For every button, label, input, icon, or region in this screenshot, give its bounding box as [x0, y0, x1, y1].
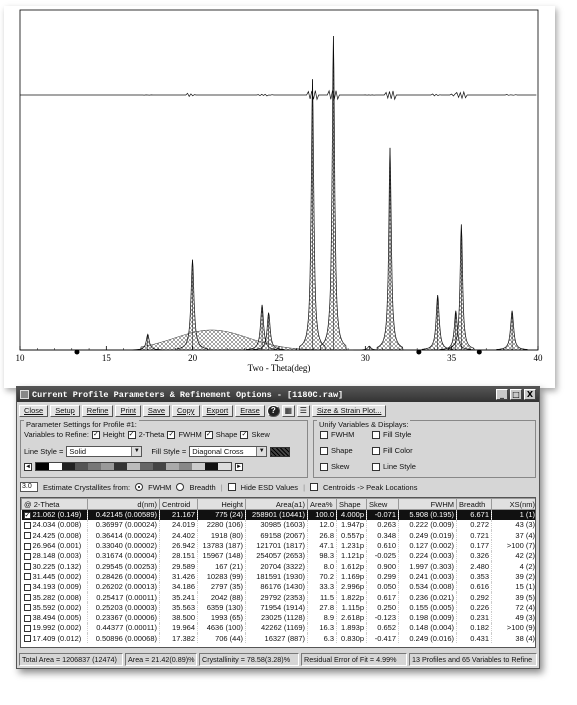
table-row[interactable]	[22, 510, 537, 520]
profile-table	[20, 497, 536, 648]
crystallite-label: Estimate Crystallites from:	[43, 482, 131, 492]
table-cell: 42 (2)	[492, 551, 537, 561]
fwhm-radio-label: FWHM	[148, 482, 172, 492]
status-profiles: 13 Profiles and 65 Variables to Refine	[409, 653, 537, 666]
table-cell: 0.557p	[337, 530, 367, 540]
x-tick-label: 25	[274, 353, 284, 363]
unify-row-1	[320, 430, 411, 439]
table-cell: 167 (21)	[198, 561, 246, 571]
table-cell: 72 (4)	[492, 602, 537, 612]
row-2theta-value: 17.409 (0.012)	[32, 633, 82, 643]
row-2theta-value: 31.445 (0.002)	[32, 571, 82, 581]
breadth-radio-label: Breadth	[189, 482, 216, 492]
table-cell: 0.226	[457, 602, 492, 612]
table-cell: 11.5	[308, 592, 337, 602]
table-cell: 0.231	[457, 612, 492, 622]
table-cell: 1.169p	[337, 571, 367, 581]
table-cell: 0.050	[367, 582, 399, 592]
table-cell: 1918 (80)	[198, 530, 246, 540]
table-cell: 42262 (1169)	[246, 623, 308, 633]
table-cell: 17.382	[160, 633, 198, 643]
table-cell: 0.36997 (0.00024)	[88, 520, 160, 530]
centroids-checkbox[interactable]	[310, 483, 318, 491]
row-checkbox[interactable]	[24, 563, 31, 570]
row-checkbox[interactable]	[24, 604, 31, 611]
line-style-label: Line Style =	[24, 447, 64, 456]
shape-checkbox[interactable]: ✓	[205, 430, 212, 438]
table-cell: >100 (9)	[492, 623, 537, 633]
row-2theta-value: 24.425 (0.008)	[32, 530, 82, 540]
table-cell: 0.177	[457, 540, 492, 550]
unify-fwhm-checkbox[interactable]	[320, 431, 328, 439]
table-cell: 0.900	[367, 561, 399, 571]
table-cell: 2.480	[457, 561, 492, 571]
scroll-left-icon[interactable]: ◄	[25, 463, 31, 470]
row-2theta-value: 34.193 (0.009)	[32, 582, 82, 592]
table-cell: 2.618p	[337, 612, 367, 622]
background-point	[477, 350, 482, 355]
table-cell: 70.2	[308, 571, 337, 581]
table-cell: 20704 (3322)	[246, 561, 308, 571]
skew-checkbox[interactable]: ✓	[241, 430, 248, 438]
table-cell: 0.182	[457, 623, 492, 633]
table-cell: 6.671	[457, 510, 492, 520]
table-cell: -0.071	[367, 510, 399, 520]
table-cell: 0.25417 (0.00011)	[88, 592, 160, 602]
table-cell: 0.249 (0.019)	[399, 530, 457, 540]
table-cell: 8.0	[308, 561, 337, 571]
row-2theta-value: 38.494 (0.005)	[32, 613, 82, 623]
unify-skew-label: Skew	[331, 462, 350, 471]
parameter-settings-group	[20, 420, 308, 478]
table-row[interactable]	[22, 551, 537, 561]
unify-fill-color-checkbox[interactable]	[372, 447, 380, 455]
table-cell: 71954 (1914)	[246, 602, 308, 612]
table-cell: 775 (24)	[198, 510, 246, 520]
unify-label: Unify Variables & Displays:	[319, 420, 409, 429]
table-cell: 0.29545 (0.00253)	[88, 561, 160, 571]
table-cell: 1.947p	[337, 520, 367, 530]
table-cell: 0.431	[457, 633, 492, 643]
table-row[interactable]	[22, 571, 537, 581]
status-residual: Residual Error of Fit = 4.99%	[301, 653, 407, 666]
table-cell: 0.224 (0.003)	[399, 551, 457, 561]
maximize-button[interactable]: □	[510, 389, 522, 400]
two-theta-label: 2-Theta	[138, 430, 165, 439]
unify-line-style-checkbox[interactable]	[372, 463, 380, 471]
table-cell: 38 (4)	[492, 633, 537, 643]
row-2theta-value: 24.034 (0.008)	[32, 520, 82, 530]
line-style-select[interactable]	[66, 446, 142, 457]
table-cell: 181591 (1930)	[246, 571, 308, 581]
scroll-right-icon[interactable]: ►	[236, 463, 242, 470]
table-cell: 0.25203 (0.00003)	[88, 602, 160, 612]
table-cell: 29792 (2353)	[246, 592, 308, 602]
col-xs[interactable]: XS(nm)	[492, 499, 537, 510]
height-label: Height	[102, 430, 125, 439]
table-cell: -0.417	[367, 633, 399, 643]
table-cell: 8.9	[308, 612, 337, 622]
table-cell: 0.534 (0.008)	[399, 582, 457, 592]
shape-label: Shape	[215, 430, 238, 439]
col-centroid[interactable]: Centroid	[160, 499, 198, 510]
line-style-value: Solid	[69, 447, 87, 456]
row-checkbox[interactable]	[24, 625, 31, 632]
table-cell: 0.610	[367, 540, 399, 550]
table-cell: 0.36414 (0.00024)	[88, 530, 160, 540]
table-cell: 0.236 (0.021)	[399, 592, 457, 602]
table-cell: 39 (2)	[492, 571, 537, 581]
row-checkbox[interactable]	[24, 594, 31, 601]
table-header	[22, 499, 537, 510]
x-tick-label: 10	[15, 353, 25, 363]
table-cell: 43 (3)	[492, 520, 537, 530]
row-2theta-value: 28.148 (0.003)	[32, 551, 82, 561]
crystallite-value-input[interactable]: 3.0	[20, 482, 38, 492]
unify-skew-checkbox[interactable]	[320, 463, 328, 471]
table-cell: 13783 (187)	[198, 540, 246, 550]
table-cell: 98.3	[308, 551, 337, 561]
unify-fill-style-label: Fill Style	[383, 430, 412, 439]
color-palette-row	[24, 462, 243, 471]
table-cell: 0.148 (0.004)	[399, 623, 457, 633]
unify-row-3	[320, 462, 416, 471]
x-tick-label: 15	[101, 353, 111, 363]
table-row[interactable]	[22, 540, 537, 550]
col-d[interactable]: d(nm)	[88, 499, 160, 510]
table-cell: 0.299	[367, 571, 399, 581]
table-cell: 6359 (130)	[198, 602, 246, 612]
table-cell: 24.402	[160, 530, 198, 540]
row-2theta-value: 35.592 (0.002)	[32, 602, 82, 612]
table-cell: 0.721	[457, 530, 492, 540]
erase-button[interactable]: Erase	[235, 405, 265, 417]
x-axis-label: Two - Theta(deg)	[247, 363, 311, 373]
minimize-button[interactable]: _	[496, 389, 508, 400]
title-bar[interactable]	[17, 387, 539, 402]
table-cell: 35.241	[160, 592, 198, 602]
x-tick-label: 20	[188, 353, 198, 363]
table-row[interactable]	[22, 623, 537, 633]
table-row[interactable]	[22, 592, 537, 602]
toolbar	[17, 402, 539, 418]
row-2theta-value: 19.992 (0.002)	[32, 623, 82, 633]
table-cell: 4.000p	[337, 510, 367, 520]
table-cell: 254057 (2653)	[246, 551, 308, 561]
chevron-down-icon: ▼	[131, 447, 141, 456]
table-cell: 29.589	[160, 561, 198, 571]
status-area: Area = 21.42(0.89)%	[125, 653, 197, 666]
row-2theta-value: 26.964 (0.001)	[32, 541, 82, 551]
table-cell: 31.426	[160, 571, 198, 581]
height-checkbox[interactable]: ✓	[92, 430, 99, 438]
table-cell: 0.31674 (0.00004)	[88, 551, 160, 561]
table-cell: 0.353	[457, 571, 492, 581]
residual-curve	[20, 91, 536, 100]
table-cell: 0.830p	[337, 633, 367, 643]
setup-button[interactable]: Setup	[50, 405, 80, 417]
table-row[interactable]	[22, 530, 537, 540]
table-cell: 1.121p	[337, 551, 367, 561]
table-cell: 5.908 (0.195)	[399, 510, 457, 520]
unify-shape-checkbox[interactable]	[320, 447, 328, 455]
table-cell: 0.155 (0.005)	[399, 602, 457, 612]
style-row	[24, 446, 290, 457]
table-cell: 0.198 (0.009)	[399, 612, 457, 622]
table-cell: 1993 (65)	[198, 612, 246, 622]
table-cell: 0.348	[367, 530, 399, 540]
window-menu-icon[interactable]	[20, 390, 29, 399]
unify-fill-style-checkbox[interactable]	[372, 431, 380, 439]
variables-row	[24, 430, 270, 439]
close-window-button[interactable]: X	[524, 389, 536, 400]
fill-color-swatch[interactable]	[270, 447, 290, 457]
refine-button[interactable]: Refine	[82, 405, 114, 417]
table-cell: 1.612p	[337, 561, 367, 571]
profile-parameters-window	[16, 386, 540, 669]
table-cell: 4636 (100)	[198, 623, 246, 633]
table-cell: 0.28426 (0.00004)	[88, 571, 160, 581]
cell-2theta	[22, 602, 88, 612]
table-cell: 0.617	[367, 592, 399, 602]
table-cell: 86176 (1430)	[246, 582, 308, 592]
color-palette[interactable]	[35, 462, 232, 471]
table-cell: 0.50896 (0.00068)	[88, 633, 160, 643]
table-cell: 24.019	[160, 520, 198, 530]
hide-esd-label: Hide ESD Values	[240, 482, 299, 492]
table-cell: -0.025	[367, 551, 399, 561]
table-cell: 0.33040 (0.00002)	[88, 540, 160, 550]
cell-2theta	[22, 520, 88, 530]
table-cell: 34.186	[160, 582, 198, 592]
cell-2theta	[22, 530, 88, 540]
table-cell: 0.263	[367, 520, 399, 530]
fill-style-label: Fill Style =	[151, 447, 187, 456]
table-row[interactable]	[22, 582, 537, 592]
table-cell: 1.893p	[337, 623, 367, 633]
table-cell: 0.44377 (0.00011)	[88, 623, 160, 633]
table-cell: 706 (44)	[198, 633, 246, 643]
table-cell: 35.563	[160, 602, 198, 612]
unify-group	[313, 420, 536, 478]
row-checkbox[interactable]: ✓	[24, 511, 31, 519]
col-shape[interactable]: Shape	[337, 499, 367, 510]
hide-esd-checkbox[interactable]	[228, 483, 236, 491]
col-area-pct[interactable]: Area%	[308, 499, 337, 510]
table-cell: 69158 (2067)	[246, 530, 308, 540]
table-cell: 0.249 (0.016)	[399, 633, 457, 643]
table-cell: 0.127 (0.002)	[399, 540, 457, 550]
list-icon[interactable]: ☰	[297, 405, 310, 417]
close-button[interactable]: Close	[19, 405, 48, 417]
xrd-chart	[4, 6, 555, 388]
parameter-settings-label: Parameter Settings for Profile #1:	[26, 420, 137, 429]
row-2theta-value: 21.062 (0.149)	[32, 510, 82, 520]
table-cell: 30985 (1603)	[246, 520, 308, 530]
table-cell: 27.8	[308, 602, 337, 612]
x-tick-label: 40	[533, 353, 543, 363]
cell-2theta	[22, 540, 88, 550]
table-cell: 2042 (88)	[198, 592, 246, 602]
export-button[interactable]: Export	[202, 405, 234, 417]
x-tick-label: 30	[360, 353, 370, 363]
table-cell: 49 (3)	[492, 612, 537, 622]
table-cell: 16.3	[308, 623, 337, 633]
table-cell: 47.1	[308, 540, 337, 550]
table-cell: -0.123	[367, 612, 399, 622]
row-checkbox[interactable]	[24, 615, 31, 622]
table-cell: 1.115p	[337, 602, 367, 612]
cell-2theta	[22, 561, 88, 571]
unify-fwhm-label: FWHM	[331, 430, 355, 439]
row-checkbox[interactable]	[24, 522, 31, 529]
table-cell: 15967 (148)	[198, 551, 246, 561]
skew-label: Skew	[251, 430, 270, 439]
cell-2theta	[22, 633, 88, 643]
row-checkbox[interactable]	[24, 553, 31, 560]
table-cell: 15 (1)	[492, 582, 537, 592]
print-button[interactable]: Print	[115, 405, 140, 417]
fill-style-value: Diagonal Cross	[192, 447, 244, 456]
cell-2theta	[22, 623, 88, 633]
settings-groups	[17, 418, 539, 480]
background-point	[416, 350, 421, 355]
table-cell: 12.0	[308, 520, 337, 530]
crystallite-row: 3.0 Estimate Crystallites from: FWHM Breadth | Hide ESD Values | Centroids -> Peak Locations	[22, 482, 418, 492]
table-cell: 38.500	[160, 612, 198, 622]
table-cell: 26.8	[308, 530, 337, 540]
table-cell: 0.326	[457, 551, 492, 561]
status-total-area: Total Area = 1206837 (12474)	[19, 653, 123, 666]
status-crystallinity: Crystallinity = 78.58(3.28)%	[199, 653, 299, 666]
table-cell: 1.822p	[337, 592, 367, 602]
fwhm-radio[interactable]	[135, 483, 143, 491]
background-point	[74, 350, 79, 355]
col-fwhm[interactable]: FWHM	[399, 499, 457, 510]
fill-style-select[interactable]	[189, 446, 267, 457]
table-cell: 1.997 (0.303)	[399, 561, 457, 571]
table-cell: 16327 (887)	[246, 633, 308, 643]
table-cell: 0.23367 (0.00006)	[88, 612, 160, 622]
cell-2theta	[22, 592, 88, 602]
table-cell: 0.222 (0.009)	[399, 520, 457, 530]
table-cell: 0.616	[457, 582, 492, 592]
two-theta-checkbox[interactable]: ✓	[128, 430, 135, 438]
table-row[interactable]	[22, 633, 537, 643]
variables-label: Variables to Refine:	[24, 430, 89, 439]
table-cell: 2797 (35)	[198, 582, 246, 592]
table-cell: 0.241 (0.003)	[399, 571, 457, 581]
table-cell: 0.272	[457, 520, 492, 530]
breadth-radio[interactable]	[176, 483, 184, 491]
table-cell: 21.167	[160, 510, 198, 520]
table-row[interactable]	[22, 561, 537, 571]
table-cell: 258901 (10441)	[246, 510, 308, 520]
col-skew[interactable]: Skew	[367, 499, 399, 510]
table-cell: 39 (5)	[492, 592, 537, 602]
table-row[interactable]	[22, 520, 537, 530]
table-cell: 2.996p	[337, 582, 367, 592]
table-row[interactable]	[22, 602, 537, 612]
copy-button[interactable]: Copy	[172, 405, 200, 417]
unify-fill-color-label: Fill Color	[383, 446, 413, 455]
status-bar	[19, 653, 537, 666]
fwhm-checkbox[interactable]: ✓	[168, 430, 175, 438]
table-cell: 0.652	[367, 623, 399, 633]
table-cell: 121701 (1817)	[246, 540, 308, 550]
centroids-label: Centroids -> Peak Locations	[323, 482, 418, 492]
table-cell: 0.42145 (0.00589)	[88, 510, 160, 520]
table-cell: 26.942	[160, 540, 198, 550]
x-tick-label: 35	[447, 353, 457, 363]
row-checkbox[interactable]	[24, 635, 31, 642]
window-title: Current Profile Parameters & Refinement Options - [1180C.raw]	[32, 389, 344, 400]
table-cell: 28.151	[160, 551, 198, 561]
row-checkbox[interactable]	[24, 584, 31, 591]
xrd-pattern-plot	[4, 6, 555, 388]
fwhm-label: FWHM	[178, 430, 202, 439]
table-cell: 0.292	[457, 592, 492, 602]
row-checkbox[interactable]	[24, 543, 31, 550]
cell-2theta	[22, 582, 88, 592]
table-cell: 0.250	[367, 602, 399, 612]
col-2theta[interactable]: @ 2-Theta	[22, 499, 88, 510]
row-2theta-value: 35.282 (0.008)	[32, 592, 82, 602]
table-cell: 4 (2)	[492, 561, 537, 571]
save-button[interactable]: Save	[143, 405, 170, 417]
table-cell: 10283 (99)	[198, 571, 246, 581]
table-cell: 19.964	[160, 623, 198, 633]
unify-row-2	[320, 446, 413, 455]
col-area[interactable]: Area(a1)	[246, 499, 308, 510]
chevron-down-icon: ▼	[256, 447, 266, 456]
col-height[interactable]: Height	[198, 499, 246, 510]
table-row[interactable]	[22, 612, 537, 622]
unify-shape-label: Shape	[331, 446, 353, 455]
table-cell: 1.231p	[337, 540, 367, 550]
table-cell: 100.0	[308, 510, 337, 520]
col-breadth[interactable]: Breadth	[457, 499, 492, 510]
row-2theta-value: 30.225 (0.132)	[32, 561, 82, 571]
table-cell: >100 (7)	[492, 540, 537, 550]
table-cell: 23025 (1128)	[246, 612, 308, 622]
cell-2theta	[22, 510, 88, 520]
cell-2theta	[22, 571, 88, 581]
cell-2theta	[22, 612, 88, 622]
table-cell: 1 (1)	[492, 510, 537, 520]
table-cell: 0.26202 (0.00013)	[88, 582, 160, 592]
row-checkbox[interactable]	[24, 532, 31, 539]
size-strain-plot-button[interactable]: Size & Strain Plot...	[312, 405, 387, 417]
grid-icon[interactable]: ▦	[282, 405, 295, 417]
help-icon[interactable]: ?	[267, 405, 280, 417]
cell-2theta	[22, 551, 88, 561]
unify-line-style-label: Line Style	[383, 462, 416, 471]
table-cell: 2280 (106)	[198, 520, 246, 530]
table-cell: 37 (4)	[492, 530, 537, 540]
row-checkbox[interactable]	[24, 573, 31, 580]
table-cell: 6.3	[308, 633, 337, 643]
table-cell: 33.3	[308, 582, 337, 592]
